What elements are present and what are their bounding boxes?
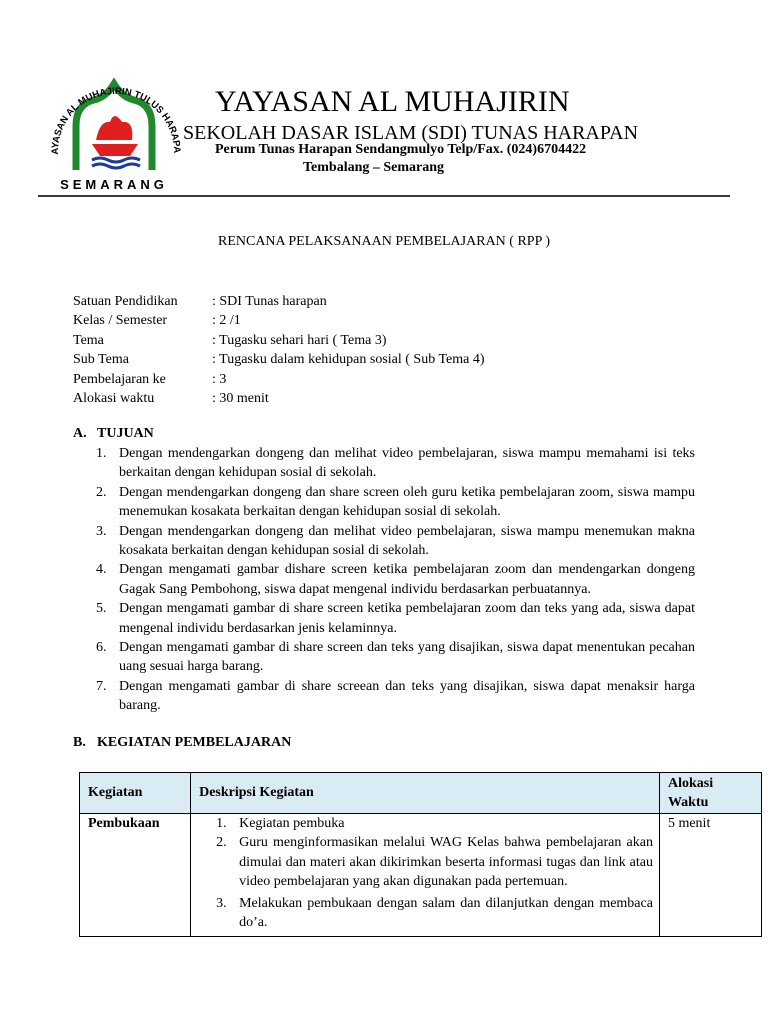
identity-row	[73, 331, 693, 350]
logo-arc-text: AYASAN AL MUHAJIRIN TULUS HARAPA	[49, 85, 183, 155]
header-alokasi-line2: Waktu	[667, 795, 709, 810]
list-item-text: Kegiatan pembuka	[239, 816, 345, 831]
section-a-number: A.	[73, 426, 87, 441]
school-address: Perum Tunas Harapan Sendangmulyo Telp/Fax. (024)6704422	[215, 142, 587, 157]
section-a-heading	[73, 425, 154, 443]
list-item-number: 4.	[96, 562, 107, 578]
section-b-title: KEGIATAN PEMBELAJARAN	[97, 735, 292, 750]
emblem-wave-2	[92, 164, 140, 168]
activities-table	[79, 772, 762, 937]
logo-city-text: SEMARANG	[60, 177, 168, 192]
header-alokasi	[659, 773, 761, 814]
list-item-number: 1.	[216, 816, 227, 831]
list-item	[191, 814, 659, 833]
cell-alokasi: 5 menit	[659, 814, 761, 937]
identity-label: Pembelajaran ke	[73, 371, 166, 387]
identity-value: : SDI Tunas harapan	[212, 294, 327, 309]
identity-row	[73, 311, 693, 330]
list-item	[96, 638, 695, 677]
school-logo	[44, 70, 184, 195]
table-header-row	[80, 773, 762, 814]
identity-label: Alokasi waktu	[73, 390, 155, 406]
identity-value: : 3	[212, 371, 227, 387]
section-b-heading	[73, 734, 291, 752]
list-item	[191, 833, 659, 891]
identity-value: : 2 /1	[212, 313, 241, 329]
cell-deskripsi	[191, 814, 660, 937]
list-item-text: Dengan mengamati gambar di share screean dan teks yang disajikan, siswa dapat menaksir harga barang.	[119, 678, 695, 714]
header-kegiatan: Kegiatan	[80, 773, 191, 814]
identity-label: Tema	[73, 332, 104, 348]
list-item-text: Dengan mengamati gambar dishare screen ketika pembelajaran zoom dan mendengarkan dongeng Gagak Sang Pembohong, siswa dapat mengenal individu berdasarkan perbuatannya.	[119, 562, 695, 597]
header-deskripsi: Deskripsi Kegiatan	[191, 773, 660, 814]
list-item	[96, 599, 695, 638]
document-title: RENCANA PELAKSANAAN PEMBELAJARAN ( RPP )	[217, 234, 550, 249]
list-item-text: Dengan mendengarkan dongeng dan melihat video pembelajaran, siswa mampu menemukan makna kosakata berkaitan dengan kehidupan sosial di sekolah.	[119, 523, 695, 559]
identity-value: : 30 menit	[212, 390, 269, 406]
list-item	[96, 560, 695, 599]
list-item-number: 7.	[96, 678, 107, 694]
list-item-text: Melakukan pembukaan dengan salam dan dilanjutkan dengan membaca do’a.	[239, 895, 653, 931]
list-item	[96, 444, 695, 483]
list-item-text: Dengan mendengarkan dongeng dan share screen oleh guru ketika pembelajaran zoom, siswa mampu menemukan kosakata berkaitan dengan kehidupan sosial di sekolah.	[119, 484, 695, 520]
list-item-text: Dengan mengamati gambar di share screen dan teks yang disajikan, siswa dapat menentukan pecahan uang sesuai harga barang.	[119, 640, 695, 675]
header-alokasi-line1: Alokasi	[667, 775, 714, 791]
identity-row	[73, 370, 693, 389]
list-item-number: 2.	[96, 484, 107, 500]
emblem-boat	[92, 144, 138, 156]
identity-value: : Tugasku sehari hari ( Tema 3)	[212, 332, 387, 348]
school-name: SEKOLAH DASAR ISLAM (SDI) TUNAS HARAPAN	[183, 122, 639, 144]
list-item-text: Dengan mendengarkan dongeng dan melihat video pembelajaran, siswa mampu memahami isi teks berkaitan dengan kehidupan sosial di sekolah.	[119, 446, 695, 481]
school-logo-emblem	[44, 70, 184, 195]
section-a-title: TUJUAN	[97, 426, 154, 441]
list-item-number: 3.	[216, 895, 227, 911]
school-city: Tembalang – Semarang	[303, 160, 445, 175]
steps-list	[191, 814, 659, 936]
identity-label: Sub Tema	[73, 352, 129, 368]
list-item	[96, 677, 695, 716]
list-item-text: Guru menginformasikan melalui WAG Kelas bahwa pembelajaran akan dimulai dan materi akan dikirimkan beserta informasi tugas dan link atau video pembelajaran yang akan digunakan pada pertemuan.	[239, 835, 653, 890]
list-item-number: 6.	[96, 640, 107, 656]
identity-row	[73, 389, 693, 408]
list-item-number: 2.	[216, 835, 227, 851]
list-item	[96, 483, 695, 522]
list-item	[96, 522, 695, 561]
identity-block	[73, 292, 693, 408]
list-item-number: 5.	[96, 601, 107, 617]
objectives-list	[96, 444, 695, 716]
emblem-wave-1	[92, 158, 140, 162]
identity-value: : Tugasku dalam kehidupan sosial ( Sub Tema 4)	[212, 352, 485, 368]
identity-label: Kelas / Semester	[73, 313, 168, 329]
list-item	[191, 894, 659, 937]
list-item-number: 1.	[96, 446, 107, 461]
cell-kegiatan: Pembukaan	[80, 814, 191, 937]
foundation-name: YAYASAN AL MUHAJIRIN	[215, 85, 570, 118]
table-row	[80, 814, 762, 937]
header-divider	[38, 195, 730, 197]
identity-label: Satuan Pendidikan	[73, 294, 178, 309]
emblem-top	[96, 116, 132, 140]
section-b-number: B.	[73, 735, 86, 750]
identity-row	[73, 292, 693, 311]
list-item-number: 3.	[96, 523, 107, 539]
identity-row	[73, 350, 693, 369]
list-item-text: Dengan mengamati gambar di share screen ketika pembelajaran zoom dan teks yang ada, siswa dapat mengenal individu berdasarkan jenis kelaminnya.	[119, 601, 695, 636]
